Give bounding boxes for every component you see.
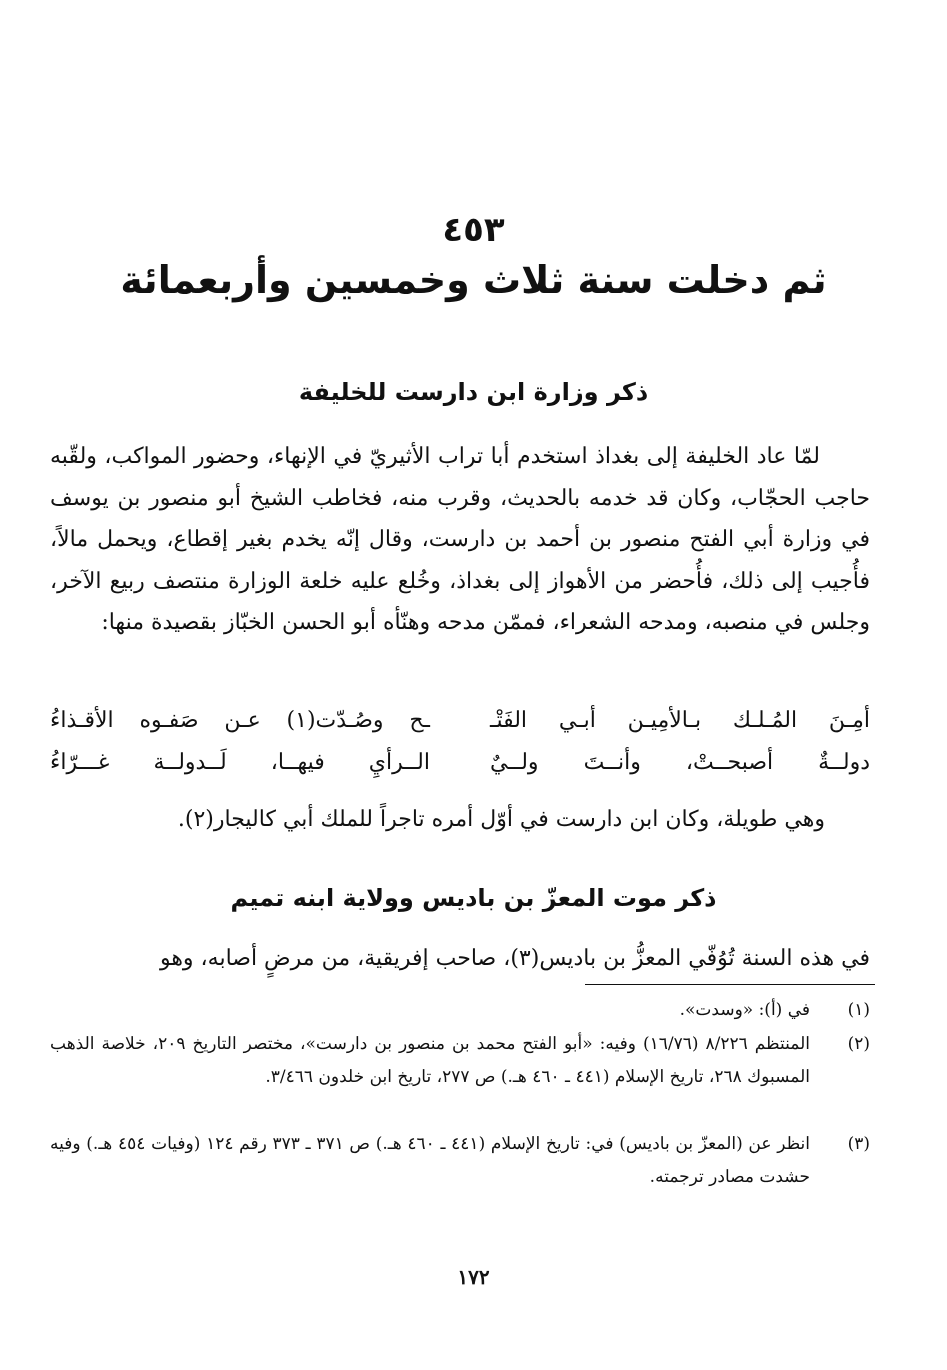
- footnote-separator: [585, 984, 875, 985]
- poem-hemistich-first: أمِـنَ المُـلـك بـالأمِيـن أبـي الفَتْـ: [490, 708, 870, 733]
- poem-hemistich-first: دولــةٌ أصبحــتْ، وأنــتَ ولــيٌ: [490, 750, 870, 775]
- footnote: [50, 1028, 870, 1094]
- footnote-number: (٣): [847, 1134, 870, 1154]
- section-heading-muizz: ذكر موت المعزّ بن باديس وولاية ابنه تميم: [230, 884, 717, 912]
- footnote: [50, 1128, 870, 1194]
- section-paragraph-vizier: لمّا عاد الخليفة إلى بغداذ استخدم أبا تراب الأثيريّ في الإنهاء، وحضور المواكب، ولقّبه حاجب الحجّاب، وكان قد خدمه بالحديث، وقرب منه، فخاطب الشيخ أبو منصور بن يوسف في وزارة أبي الفتح منصور بن أحمد بن دارست، وقال إنّه يخدم بغير إقطاع، ويحمل مالاً، فأُجيب إلى ذلك، فأُحضر من الأهواز إلى بغداذ، وخُلع عليه خلعة الوزارة منتصف ربيع الآخر، وجلس في منصبه، ومدحه الشعراء، فممّن مدحه وهنّأه أبو الحسن الخبّاز بقصيدة منها:: [50, 444, 870, 635]
- page-number: ١٧٢: [457, 1265, 490, 1289]
- footnote-text: انظر عن (المعزّ بن باديس) في: تاريخ الإسلام (٤٤١ ـ ٤٦٠ هـ.) ص ٣٧١ ـ ٣٧٣ رقم ١٢٤ (وفيات ٤٥٤ هـ.) وفيه حشدت مصادر ترجمته.: [50, 1134, 810, 1187]
- poem-verse: [50, 700, 870, 742]
- year-number: ٤٥٣: [442, 210, 505, 250]
- page-title: ثم دخلت سنة ثلاث وخمسين وأربعمائة: [120, 258, 827, 302]
- poem-hemistich-second: ـح وصُـدّت(١) عـن صَفـوه الأقـذاءُ: [50, 708, 431, 733]
- footnote-text: في (أ): «وسدت».: [679, 1000, 810, 1020]
- section-closing-line: وهي طويلة، وكان ابن دارست في أوّل أمره تاجراً للملك أبي كاليجار(٢).: [177, 807, 825, 832]
- section-paragraph-muizz: في هذه السنة تُوُفّي المعزُّ بن باديس(٣)، صاحب إفريقية، من مرضٍ أصابه، وهو: [159, 946, 870, 971]
- section-heading-vizier: ذكر وزارة ابن دارست للخليفة: [298, 378, 649, 406]
- footnote-number: (٢): [847, 1034, 870, 1054]
- poem: [50, 700, 870, 784]
- footnote: [50, 994, 870, 1027]
- footnote-text: المنتظم ٨/٢٢٦ (١٦/٧٦) وفيه: «أبو الفتح محمد بن منصور بن دارست»، مختصر التاريخ ٢٠٩، خلاصة الذهب المسبوك ٢٦٨، تاريخ الإسلام (٤٤١ ـ ٤٦٠ هـ.) ص ٢٧٧، تاريخ ابن خلدون ٣/٤٦٦.: [50, 1034, 810, 1087]
- footnote-number: (١): [847, 1000, 870, 1020]
- poem-verse: [50, 742, 870, 784]
- poem-hemistich-second: الــرأيِ فيهــا، لَــدولــة غـــرّاءُ: [50, 750, 430, 775]
